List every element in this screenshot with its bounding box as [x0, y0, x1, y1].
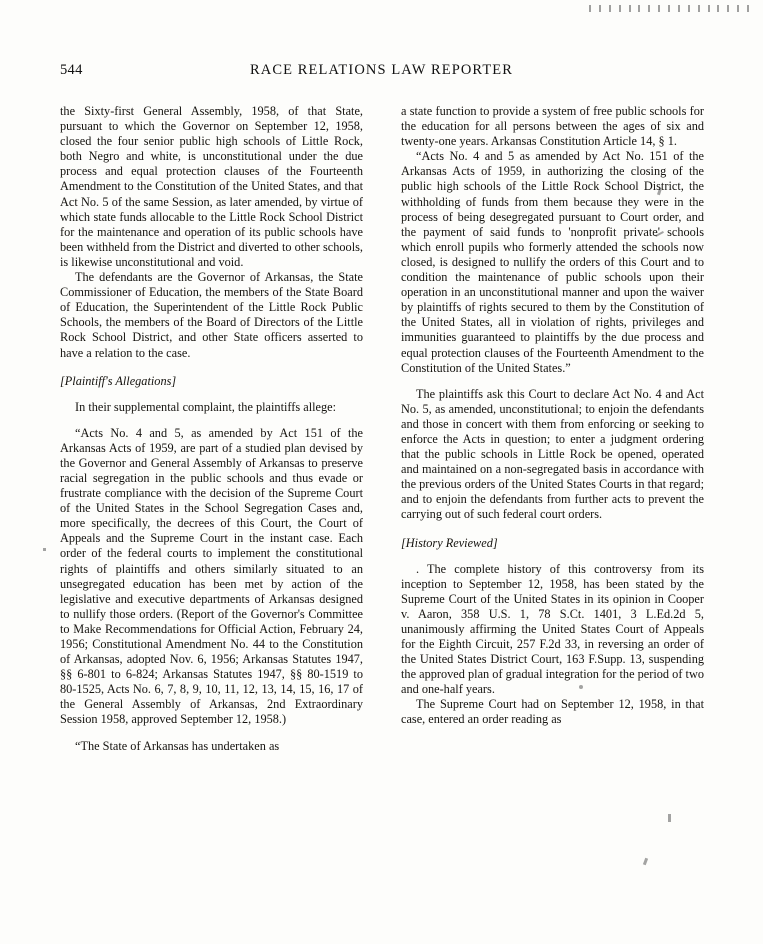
para-supreme-court-order: The Supreme Court had on September 12, 1958, in that case, entered an order reading as	[401, 697, 704, 727]
para-quote-acts-4-and-5: “Acts No. 4 and 5, as amended by Act 151 of the Arkansas Acts of 1959, are part of a studied plan devised by the Governor and General Assembly of Arkansas to preserve racial segregation in the public schools and thus evade or frustrate compliance with the decision of the Supreme Court of the United States in the School Segregation Cases and, more specifically, the decrees of this Court, the Court of Appeals and the Supreme Court in the instant case. Each order of the federal courts to implement the constitutional rights of plaintiffs and others similarly situated to an unsegregated education has been met by action of the legislative and executive departments of Arkansas designed to nullify those orders. (Report of the Governor's Committee to Make Recommendations for Official Action, February 24, 1956; Constitutional Amendment No. 44 to the Constitution of Arkansas, adopted Nov. 6, 1956; Arkansas Statutes 1947, §§ 6-801 to 6-824; Arkansas Statutes 1947, §§ 80-1519 to 80-1525, Acts No. 6, 7, 8, 9, 10, 11, 12, 13, 14, 15, 16, 17 of the General Assembly of Arkansas, 2nd Extraordinary Session 1958, approved September 12, 1958.)	[60, 425, 363, 727]
para-complete-history: . The complete history of this controversy from its inception to September 12, 1958, has been stated by the Supreme Court of the United States in its opinion in Cooper v. Aaron, 358 U.S. 1, 78 S.Ct. 1401, 3 L.Ed.2d 5, unanimously affirming the United States Court of Appeals for the Eighth Circuit, 257 F.2d 33, in reversing an order of the United States District Court, 163 F.Supp. 13, suspending the approved plan of gradual integration for the period of two and one-half years.	[401, 561, 704, 697]
para-sixty-first-assembly: the Sixty-first General Assembly, 1958, of that State, pursuant to which the Governor on September 12, 1958, closed the four senior public high schools of Little Rock, both Negro and white, is unconstitutional under the due process and equal protection clauses of the Fourteenth Amendment to the Constitution of the United States, and that Act No. 5 of the same Session, as later amended, by virtue of which state funds allocable to the Little Rock School District for the maintenance and operation of its public schools have been withheld from the District and diverted to other schools, is likewise unconstitutional and void.	[60, 104, 363, 269]
page-number: 544	[60, 62, 83, 78]
section-heading-plaintiffs-allegations: [Plaintiff's Allegations]	[60, 373, 177, 388]
para-quote-acts-151: “Acts No. 4 and 5 as amended by Act No. 151 of the Arkansas Acts of 1959, in authorizing the closing of the public high schools of the Little Rock School District, the withholding of funds from them because they were in the process of being desegregated pursuant to Court order, and the payment of said funds to 'nonprofit private' schools which enroll pupils who formerly attended the schools now closed, is designed to nullify the orders of this Court and to condition the maintenance of public schools upon their operation in an unconstitutional manner and upon the waiver by plaintiffs of rights secured to them by the Constitution of the United States, all in violation of rights, privileges and immunities guaranteed to plaintiffs by the due process and equal protection clauses of the Fourteenth Amendment to the Constitution of the United States.”	[401, 149, 704, 375]
para-plaintiffs-ask: The plaintiffs ask this Court to declare Act No. 4 and Act No. 5, as amended, unconstitutional; to enjoin the defendants and those in concert with them from enforcing or seeking to enforce the Acts in question; to enter a judgment ordering that the public schools in Little Rock be opened, operated and maintained on a non-segregated basis in accordance with the previous orders of the United States Courts in that regard; and to enjoin the defendants from further acts to prevent the carrying out of such federal court orders.	[401, 386, 704, 522]
column-left	[60, 104, 363, 894]
body-columns	[60, 104, 704, 894]
page-header	[60, 62, 703, 84]
para-defendants: The defendants are the Governor of Arkansas, the State Commissioner of Education, the members of the State Board of Education, the Superintendent of the Little Rock Public Schools, the members of the Board of Directors of the Little Rock School District, and other State officers asserted to have a relation to the case.	[60, 270, 363, 360]
column-right	[401, 104, 704, 894]
para-supplemental-complaint: In their supplemental complaint, the plaintiffs allege:	[75, 399, 337, 414]
scan-speck	[43, 548, 46, 551]
para-state-undertaken: “The State of Arkansas has undertaken as	[75, 738, 280, 753]
para-state-function: a state function to provide a system of free public schools for the education for all persons between the ages of six and twenty-one years. Arkansas Constitution Article 14, § 1.	[401, 104, 704, 149]
scan-edge-marks	[589, 4, 749, 12]
running-title: RACE RELATIONS LAW REPORTER	[249, 62, 514, 78]
section-heading-history-reviewed: [History Reviewed]	[401, 535, 498, 550]
